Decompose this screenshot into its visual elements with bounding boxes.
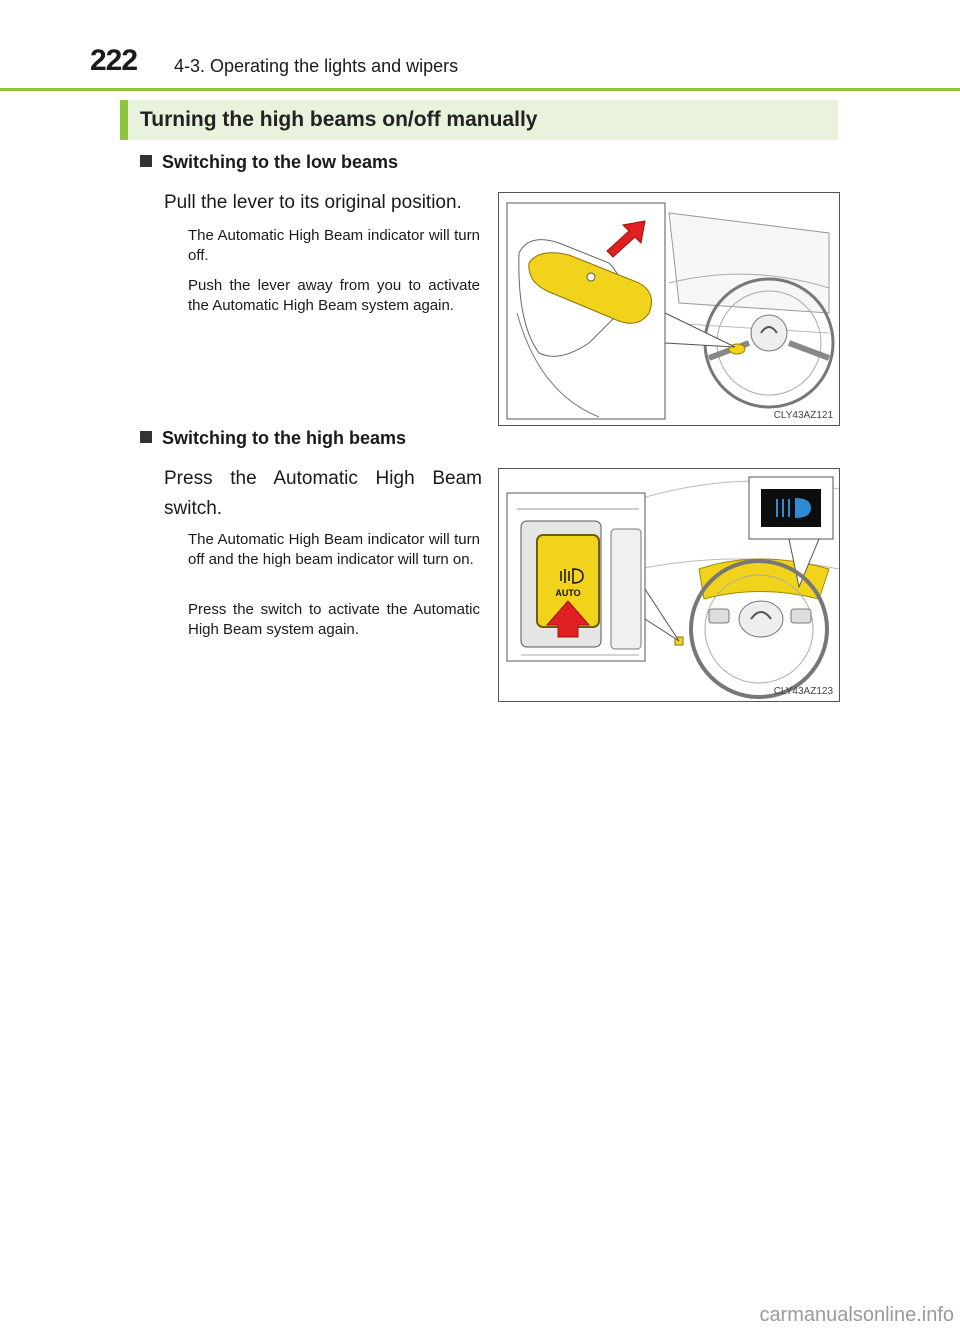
square-bullet-icon — [140, 155, 152, 167]
low-beams-heading-text: Switching to the low beams — [162, 152, 399, 172]
section-title: 4-3. Operating the lights and wipers — [174, 56, 459, 76]
low-beams-figure — [498, 192, 840, 426]
high-beams-note-1: The Automatic High Beam indicator will turn off and the high beam indicator will turn on. — [188, 531, 480, 568]
auto-switch-label: AUTO — [555, 588, 581, 598]
low-beams-note-2: Push the lever away from you to activate the Automatic High Beam system again. — [188, 277, 480, 314]
topic-heading-bar — [120, 100, 838, 140]
switch-illustration — [499, 469, 839, 701]
low-beams-note-1: The Automatic High Beam indicator will turn off. — [188, 227, 480, 264]
high-beams-heading — [140, 428, 406, 449]
high-beams-figure-code: CLY43AZ123 — [773, 686, 833, 697]
header-rule — [0, 88, 960, 91]
watermark: carmanualsonline.info — [759, 1304, 954, 1326]
topic-heading: Turning the high beams on/off manually — [140, 108, 538, 131]
high-beams-note-2: Press the switch to activate the Automatic High Beam system again. — [188, 601, 480, 638]
high-beams-heading-text: Switching to the high beams — [162, 428, 407, 448]
low-beams-figure-code: CLY43AZ121 — [773, 410, 833, 421]
high-beams-step: Press the Automatic High Beam switch. — [164, 468, 482, 519]
low-beams-heading — [140, 152, 398, 173]
high-beams-figure — [498, 468, 840, 702]
lever-illustration — [499, 193, 839, 425]
low-beams-step: Pull the lever to its original position. — [164, 192, 462, 213]
page-number: 222 — [90, 44, 138, 77]
square-bullet-icon — [140, 431, 152, 443]
